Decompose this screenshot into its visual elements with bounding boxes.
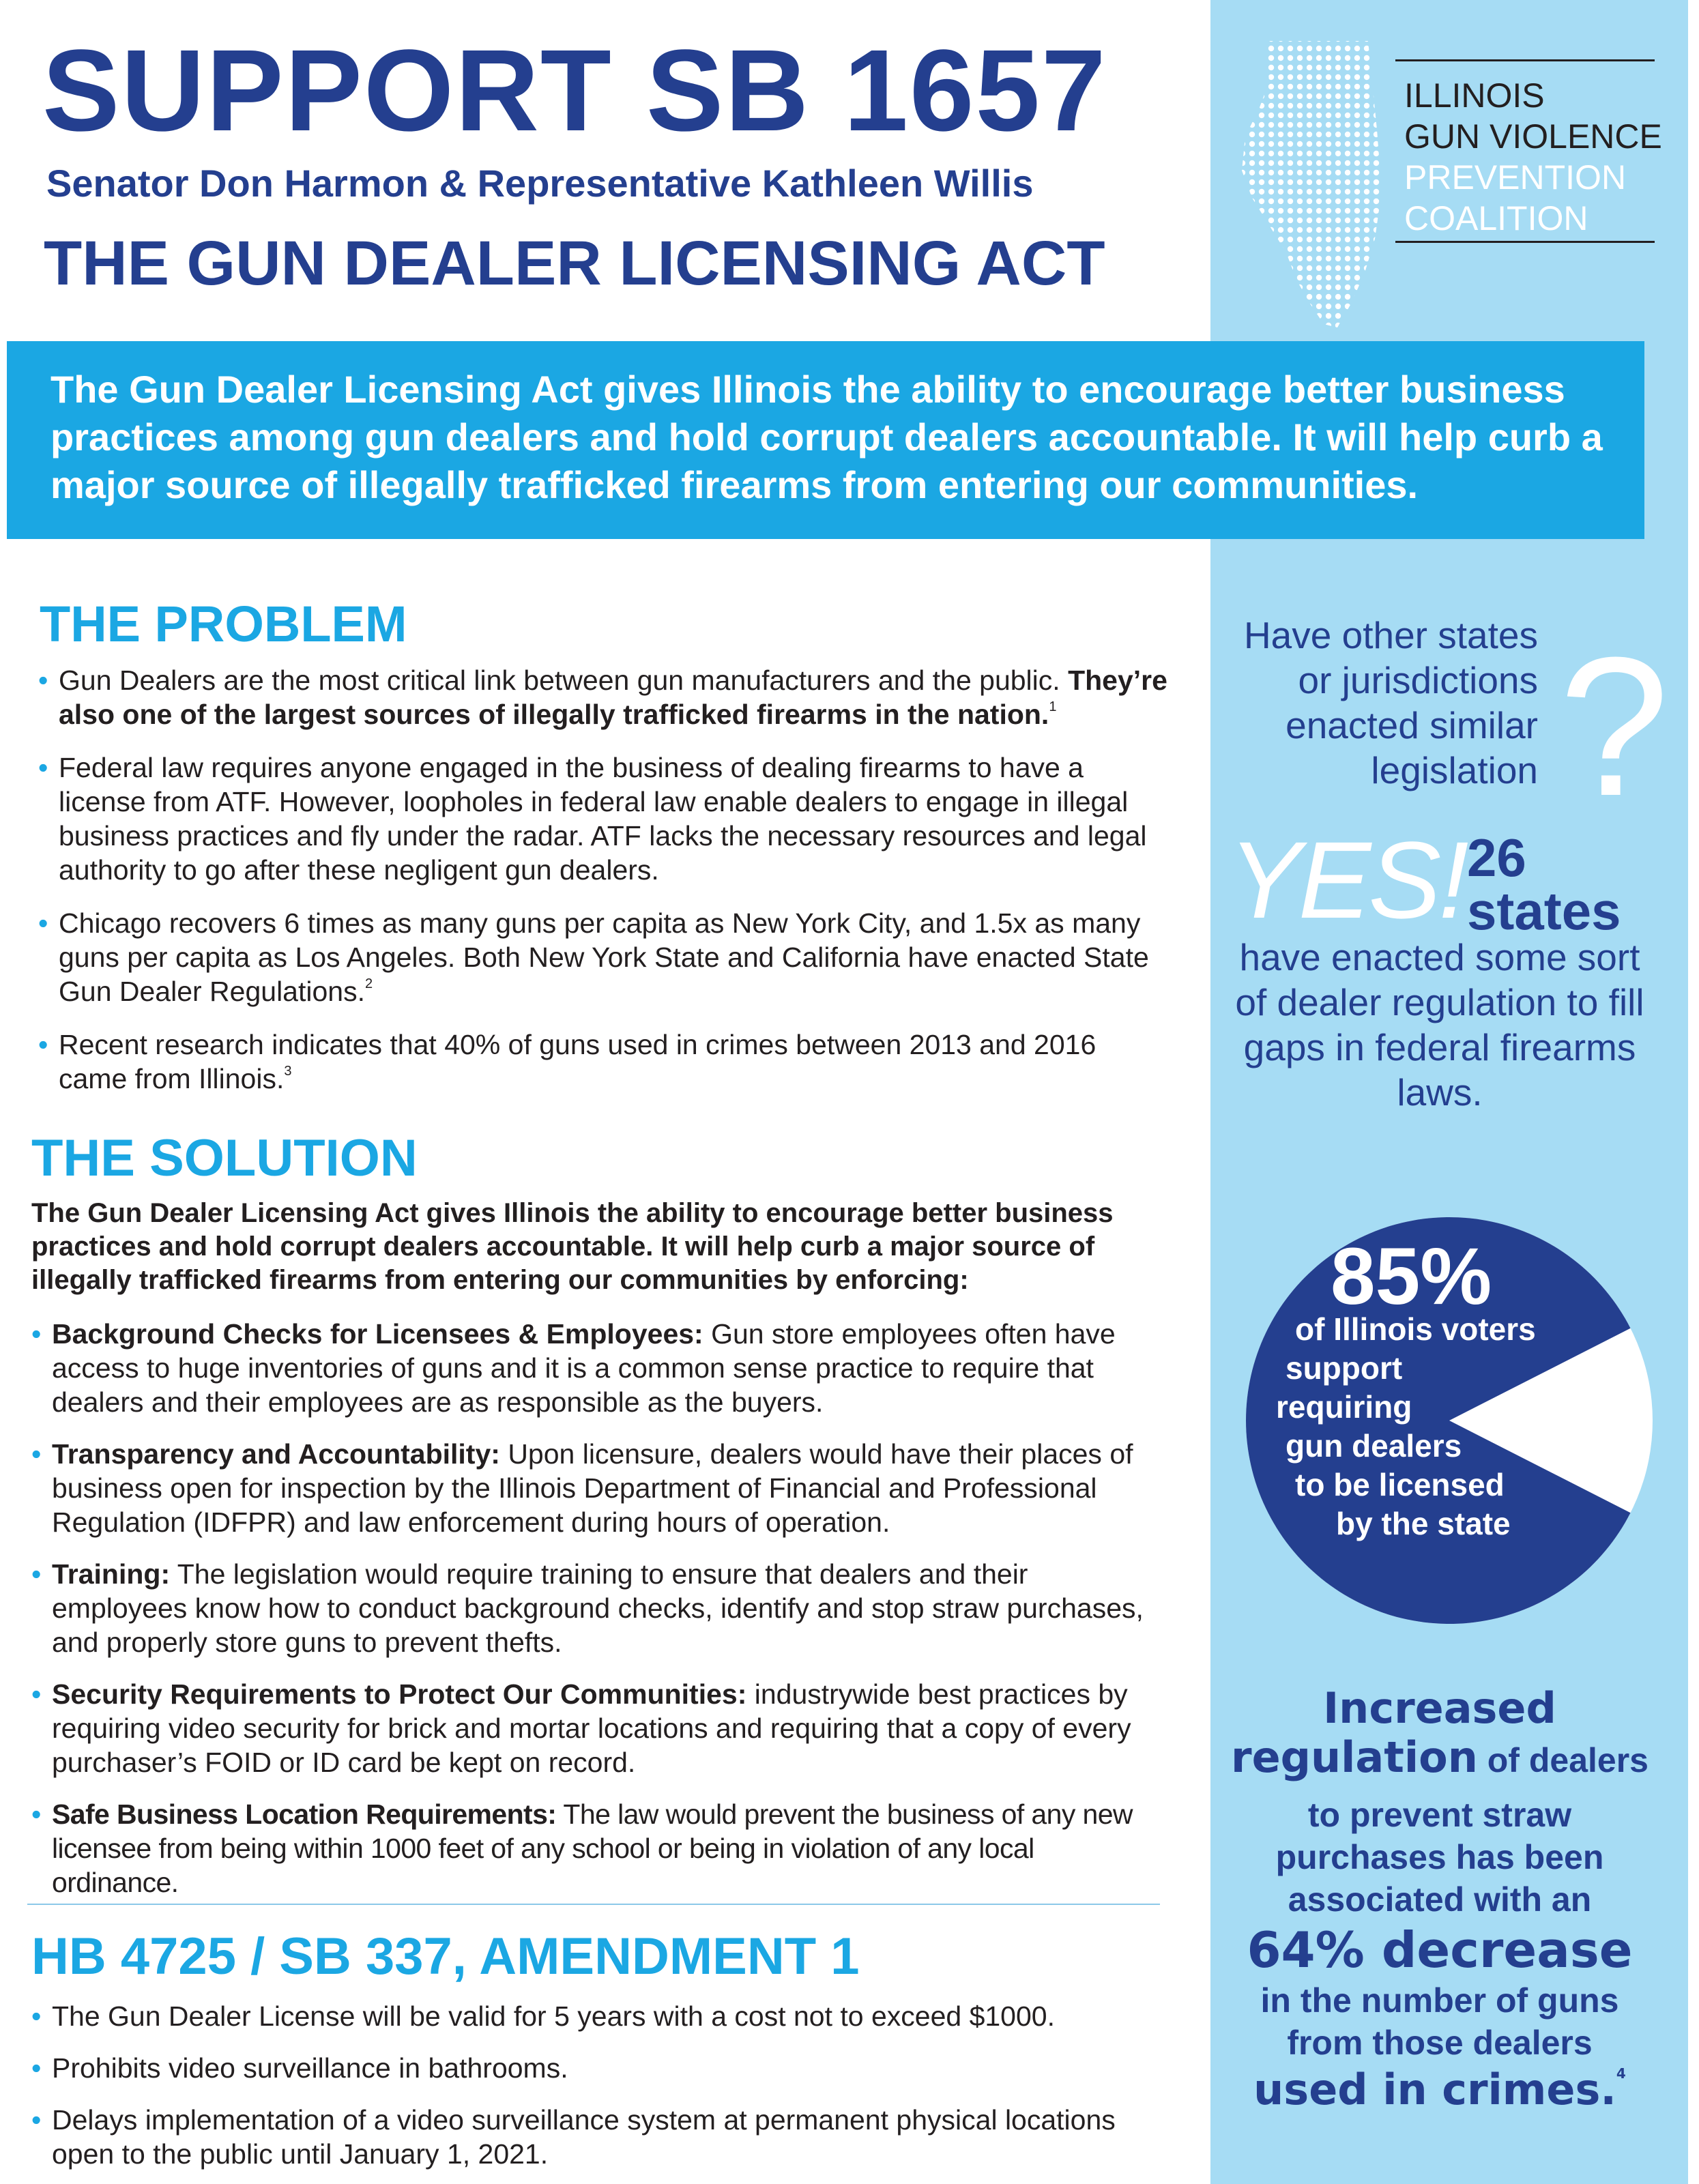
list-item: • Chicago recovers 6 times as many guns per capita as New York City, and 1.5x as many guns per capita as Los Angeles. Both New York State and California have enacted State Gun Dealer Regulations.$^2$ [38,907,1149,1007]
bullet-icon: • [38,1029,48,1060]
list-item: • Delays implementation of a video surveillance system at permanent physical locations open to the public until January 1, 2021. [31,2104,1116,2170]
bullet-icon: • [31,1318,42,1350]
states-description: have enacted some sort of dealer regulation to fill gaps in federal firearms laws. [1235,936,1644,1113]
list-item: • Gun Dealers are the most critical link between gun manufacturers and the public. They’re also one of the largest sources of illegally trafficked firearms in the nation.$^1$ [38,665,1167,730]
pie-percent: 85% [1331,1232,1492,1322]
bullet-icon: • [31,2104,42,2136]
pie-caption: of Illinois voters support requiring gun dealers to be licensed by the state [1276,1311,1536,1541]
solution-heading: THE SOLUTION [31,1129,418,1187]
list-item: • Prohibits video surveillance in bathrooms. [31,2052,568,2084]
list-item: • The Gun Dealer License will be valid for 5 years with a cost not to exceed $1000. [31,2000,1055,2032]
list-item: • Training: The legislation would require training to ensure that dealers and their employees know how to conduct background checks, identify and stop straw purchases, and properly store guns to prevent thefts. [31,1558,1144,1658]
coalition-logo [1228,34,1679,334]
bullet-icon: • [31,2000,42,2032]
sponsors-line: Senator Don Harmon & Representative Kathleen Willis [46,162,1034,205]
solution-intro: The Gun Dealer Licensing Act gives Illinois the ability to encourage better business practices and hold corrupt dealers accountable. It will help curb a major source of illegally trafficked firearms from entering our communities by enforcing: [31,1198,1114,1295]
logo-rule-bottom [1395,241,1655,243]
amendment-heading: HB 4725 / SB 337, AMENDMENT 1 [31,1927,860,1985]
regulation-stat: Increased regulation of dealers to prevent straw purchases has been associated with an 64% decrease in the number of guns from those dealers used in crimes.$^4$ [1231,1683,1649,2114]
amendment-list [31,1999,1164,2171]
list-item: • Transparency and Accountability: Upon licensure, dealers would have their places of business open for inspection by the Illinois Department of Financial and Professional Regulation (IDFPR) and law enforcement during hours of operation. [31,1438,1133,1538]
bullet-icon: • [38,907,48,939]
list-item: • Background Checks for Licensees & Employees: Gun store employees often have access to huge inventories of guns and it is a common sense practice to require that dealers and their employees are as responsible as the buyers. [31,1318,1116,1418]
list-item: • Security Requirements to Protect Our Communities: industrywide best practices by requiring video security for brick and mortar locations and requiring that a copy of every purchaser’s FOID or ID card be kept on record. [31,1678,1131,1778]
list-item: • Recent research indicates that 40% of guns used in crimes between 2013 and 2016 came from Illinois.$^3$ [38,1029,1097,1094]
bullet-icon: • [31,1799,41,1830]
page-subtitle: THE GUN DEALER LICENSING ACT [44,229,1105,298]
illinois-dot-map-icon [1228,34,1399,334]
logo-rule-top [1395,59,1655,61]
logo-line-3: PREVENTION [1404,158,1627,196]
logo-line-2: GUN VIOLENCE [1404,117,1662,156]
list-item: • Safe Business Location Requirements: The law would prevent the business of any new licensee from being within 1000 feet of any school or being in violation of any local ordinance. [31,1799,1133,1898]
bullet-icon: • [38,752,48,783]
logo-text [1404,75,1662,239]
page-title: SUPPORT SB 1657 [42,26,1107,156]
solution-list [31,1317,1164,1899]
bullet-icon: • [31,2052,42,2084]
bullet-icon: • [31,1678,42,1710]
question-mark-icon: ? [1559,616,1670,837]
yes-text: YES! [1228,819,1466,941]
bullet-icon: • [31,1558,42,1590]
summary-text: The Gun Dealer Licensing Act gives Illinois the ability to encourage better business practices among gun dealers and hold corrupt dealers accountable. It will help curb a major source of illegally trafficked firearms from entering our communities. [50,368,1603,506]
logo-line-4: COALITION [1404,199,1588,237]
question-callout: Have other states or jurisdictions enacted similar legislation [1243,614,1538,791]
bullet-icon: • [31,1438,42,1470]
states-count: 26 states [1467,828,1621,941]
problem-list [38,663,1171,1096]
problem-heading: THE PROBLEM [40,596,407,652]
section-divider [27,1904,1160,1905]
bullet-icon: • [38,665,48,696]
logo-line-1: ILLINOIS [1404,76,1545,115]
list-item: • Federal law requires anyone engaged in the business of dealing firearms to have a license from ATF. However, loopholes in federal law enable dealers to engage in illegal business practices and fly under the radar. ATF lacks the necessary resources and legal authority to go after these negligent gun dealers. [38,752,1147,886]
summary-banner [7,341,1644,539]
